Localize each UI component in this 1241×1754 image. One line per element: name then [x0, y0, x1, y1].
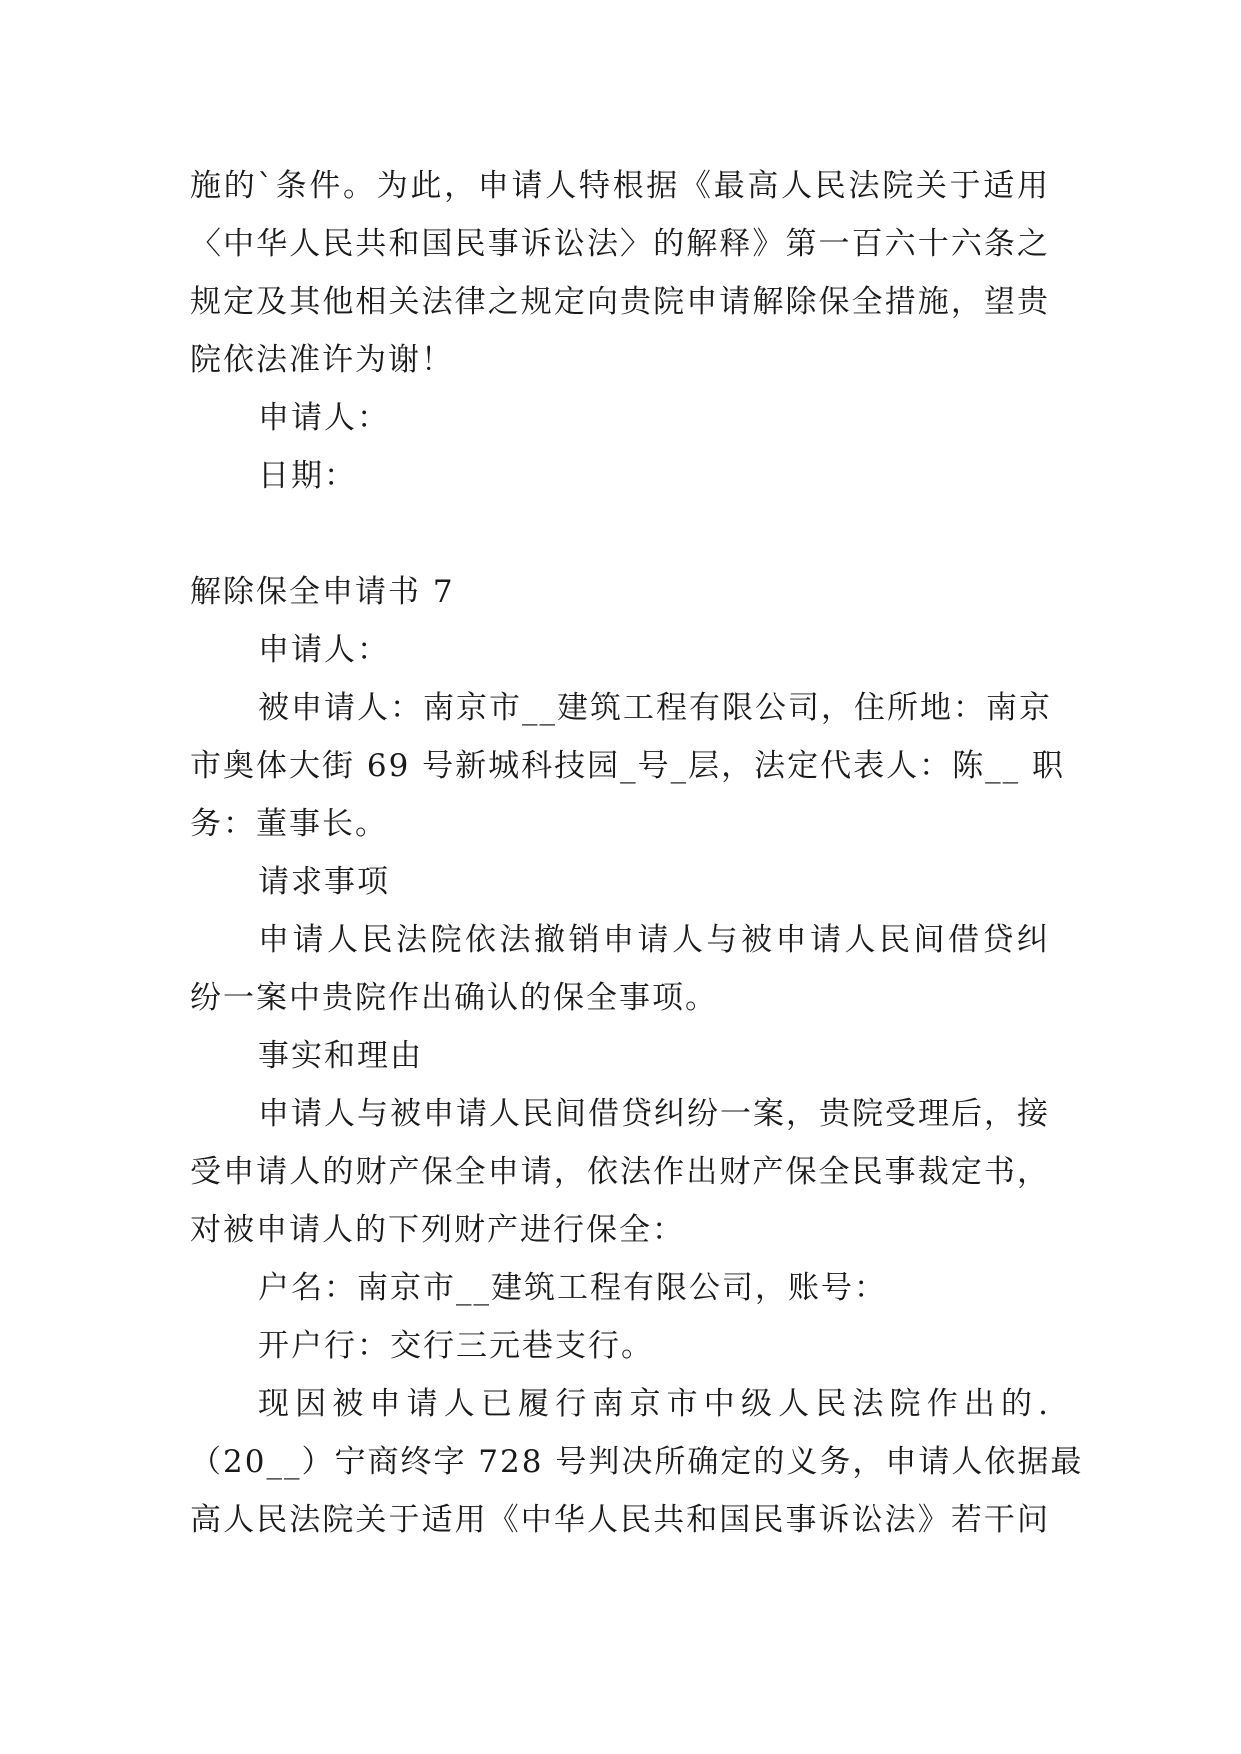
- bank-line: 开户行：交行三元巷支行。: [258, 1328, 654, 1364]
- paragraph-line: 院依法准许为谢！: [190, 342, 454, 378]
- request-line: 纷一案中贵院作出确认的保全事项。: [190, 980, 718, 1016]
- facts-line: 受申请人的财产保全申请，依法作出财产保全民事裁定书，: [190, 1154, 1050, 1190]
- section-title: 解除保全申请书 7: [190, 574, 455, 610]
- respondent-line: 市奥体大街 69 号新城科技园_号_层，法定代表人：陈__ 职: [190, 748, 1066, 784]
- facts-line: 高人民法院关于适用《中华人民共和国民事诉讼法》若干问: [190, 1502, 1050, 1538]
- facts-line: 现因被申请人已履行南京市中级人民法院作出的.: [258, 1386, 1050, 1422]
- applicant-label: 申请人：: [258, 632, 390, 668]
- paragraph-line: 规定及其他相关法律之规定向贵院申请解除保全措施，望贵: [190, 284, 1050, 320]
- facts-heading: 事实和理由: [258, 1038, 423, 1074]
- respondent-line: 务：董事长。: [190, 806, 388, 842]
- applicant-label: 申请人：: [258, 400, 390, 436]
- paragraph-line: 施的`条件。为此，申请人特根据《最高人民法院关于适用: [190, 168, 1050, 204]
- date-label: 日期：: [258, 458, 357, 494]
- facts-line: （20__）宁商终字 728 号判决所确定的义务，申请人依据最: [190, 1444, 1084, 1480]
- account-name-line: 户名：南京市__建筑工程有限公司，账号：: [258, 1270, 887, 1306]
- paragraph-line: 〈中华人民共和国民事诉讼法〉的解释》第一百六十六条之: [190, 226, 1050, 262]
- facts-line: 对被申请人的下列财产进行保全：: [190, 1212, 685, 1248]
- request-heading: 请求事项: [258, 864, 390, 900]
- request-line: 申请人民法院依法撤销申请人与被申请人民间借贷纠: [258, 922, 1050, 958]
- facts-line: 申请人与被申请人民间借贷纠纷一案，贵院受理后，接: [258, 1096, 1050, 1132]
- respondent-line: 被申请人：南京市__建筑工程有限公司，住所地：南京: [258, 690, 1052, 726]
